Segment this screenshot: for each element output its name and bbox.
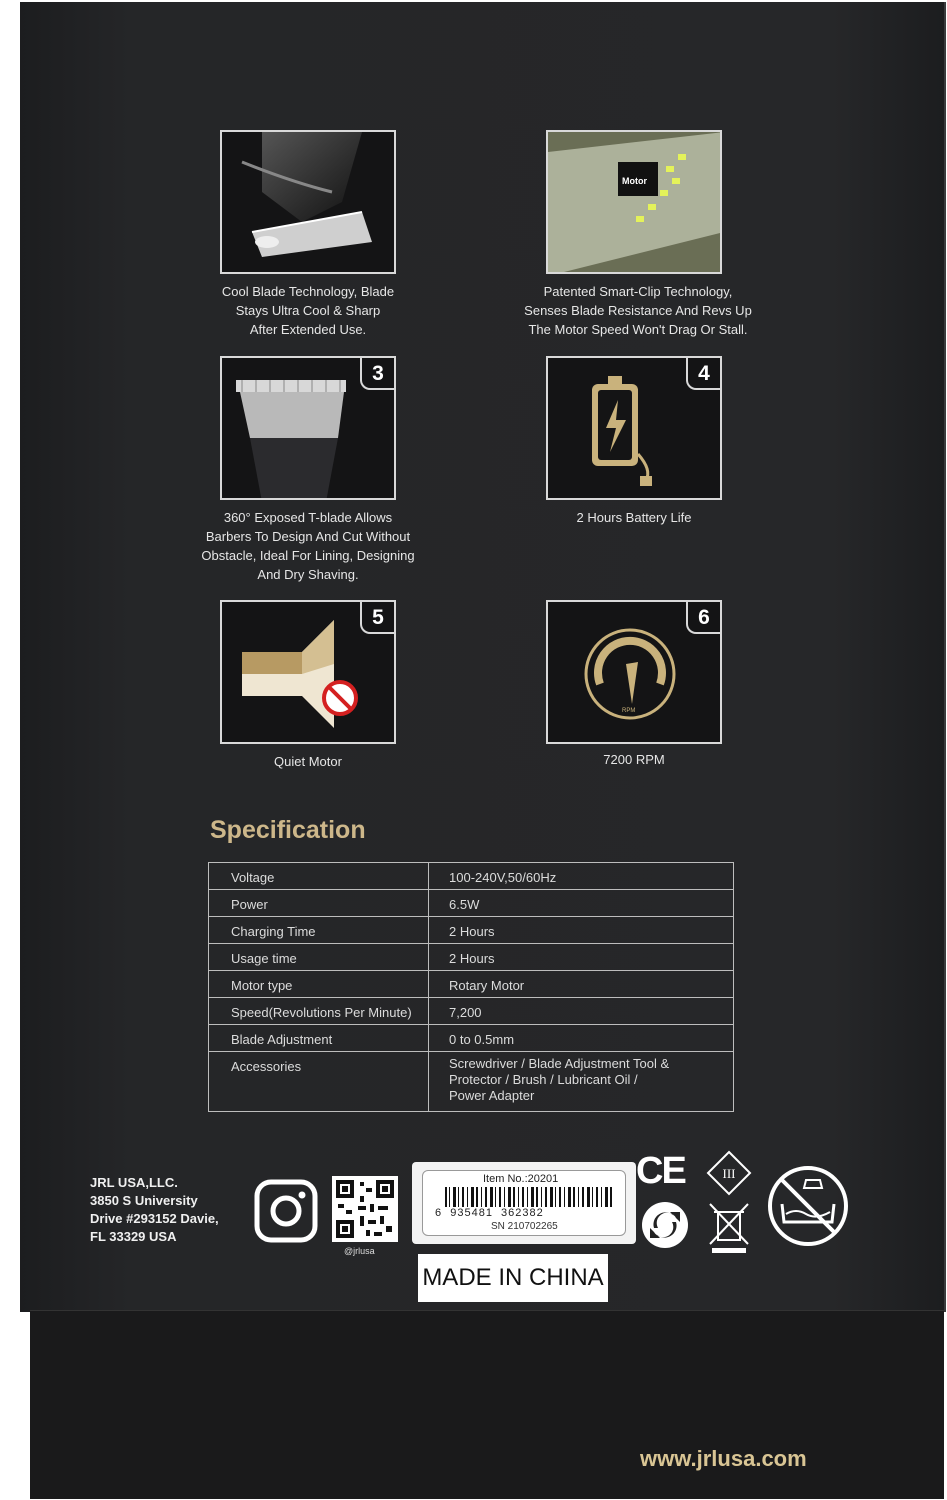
spec-row — [209, 971, 734, 998]
spec-value-line: Screwdriver / Blade Adjustment Tool & — [449, 1056, 670, 1071]
caption-line: 2 Hours Battery Life — [576, 510, 692, 525]
barcode-number: 6 935481 362382 — [435, 1207, 615, 1219]
feature-caption-4 — [504, 508, 764, 527]
caption-line: Patented Smart-Clip Technology, — [543, 284, 733, 299]
caption-line: And Dry Shaving. — [257, 567, 359, 582]
made-in-label: MADE IN CHINA — [418, 1254, 608, 1302]
address-line: 3850 S University — [90, 1193, 198, 1208]
qr-code-icon — [332, 1176, 398, 1242]
spec-label: Power — [209, 890, 429, 917]
spec-value: Rotary Motor — [429, 971, 734, 998]
ce-mark-icon: CE — [636, 1150, 685, 1192]
item-number: Item No.:20201 — [483, 1173, 559, 1185]
feature-tile-cool-blade — [220, 130, 396, 274]
caption-line: 360° Exposed T-blade Allows — [223, 510, 393, 525]
caption-line: Stays Ultra Cool & Sharp — [235, 303, 381, 318]
spec-row — [209, 1052, 734, 1112]
feature-caption-3 — [178, 508, 438, 584]
address-line: Drive #293152 Davie, — [90, 1211, 219, 1226]
caption-line: Quiet Motor — [274, 754, 342, 769]
feature-number-badge: 5 — [360, 602, 394, 634]
spec-value-line: Protector / Brush / Lubricant Oil / — [449, 1072, 638, 1087]
class-iii-mark-icon — [706, 1150, 752, 1196]
feature-caption-5 — [178, 752, 438, 771]
spec-label: Voltage — [209, 863, 429, 890]
specification-table — [208, 862, 734, 1112]
serial-number: SN 210702265 — [491, 1221, 558, 1232]
spec-value: 2 Hours — [429, 917, 734, 944]
feature-tile-quiet-motor — [220, 600, 396, 744]
feature-caption-6 — [504, 750, 764, 769]
company-address — [90, 1174, 219, 1246]
website-url: www.jrlusa.com — [640, 1446, 807, 1471]
class-mark-text: III — [722, 1166, 736, 1181]
spec-row — [209, 917, 734, 944]
caption-line: Obstacle, Ideal For Lining, Designing — [201, 548, 415, 563]
feature-tile-t-blade — [220, 356, 396, 500]
spec-row — [209, 944, 734, 971]
barcode-label-inner — [422, 1170, 626, 1236]
no-water-icon — [766, 1164, 850, 1248]
spec-value: 2 Hours — [429, 944, 734, 971]
feature-caption-1 — [178, 282, 438, 339]
spec-row — [209, 890, 734, 917]
feature-number-badge: 4 — [686, 358, 720, 390]
recycle-icon — [640, 1200, 690, 1250]
motor-label: Motor — [622, 176, 647, 186]
caption-line: Barbers To Design And Cut Without — [205, 529, 411, 544]
caption-line: The Motor Speed Won't Drag Or Stall. — [528, 322, 748, 337]
spec-label: Speed(Revolutions Per Minute) — [209, 998, 429, 1025]
instagram-icon — [253, 1178, 319, 1244]
spec-row — [209, 998, 734, 1025]
social-handle: @jrlusa — [344, 1246, 375, 1256]
spec-label: Motor type — [209, 971, 429, 998]
spec-value-line: Power Adapter — [449, 1088, 535, 1103]
spec-row — [209, 1025, 734, 1052]
motor-sensor-icon — [548, 132, 722, 274]
specification-title: Specification — [210, 816, 366, 844]
spec-label: Accessories — [209, 1052, 429, 1112]
feature-number-badge: 6 — [686, 602, 720, 634]
gauge-label: RPM — [622, 708, 636, 714]
feature-number-badge: 3 — [360, 358, 394, 390]
caption-line: Senses Blade Resistance And Revs Up — [524, 303, 752, 318]
spec-label: Blade Adjustment — [209, 1025, 429, 1052]
address-line: FL 33329 USA — [90, 1229, 177, 1244]
feature-tile-rpm — [546, 600, 722, 744]
caption-line: Cool Blade Technology, Blade — [221, 284, 395, 299]
feature-tile-smart-clip — [546, 130, 722, 274]
trimmer-blade-icon — [222, 132, 396, 274]
spec-row — [209, 863, 734, 890]
spec-label: Charging Time — [209, 917, 429, 944]
spec-value: 0 to 0.5mm — [429, 1025, 734, 1052]
caption-line: After Extended Use. — [249, 322, 367, 337]
barcode-label — [412, 1162, 636, 1244]
weee-bin-icon — [706, 1198, 752, 1256]
spec-value: 100-240V,50/60Hz — [429, 863, 734, 890]
feature-caption-2 — [498, 282, 778, 339]
address-line: JRL USA,LLC. — [90, 1175, 178, 1190]
feature-tile-battery — [546, 356, 722, 500]
spec-label: Usage time — [209, 944, 429, 971]
spec-value: 6.5W — [429, 890, 734, 917]
product-box-back — [20, 2, 946, 1312]
caption-line: 7200 RPM — [603, 752, 665, 767]
spec-value — [429, 1052, 734, 1112]
spec-value: 7,200 — [429, 998, 734, 1025]
